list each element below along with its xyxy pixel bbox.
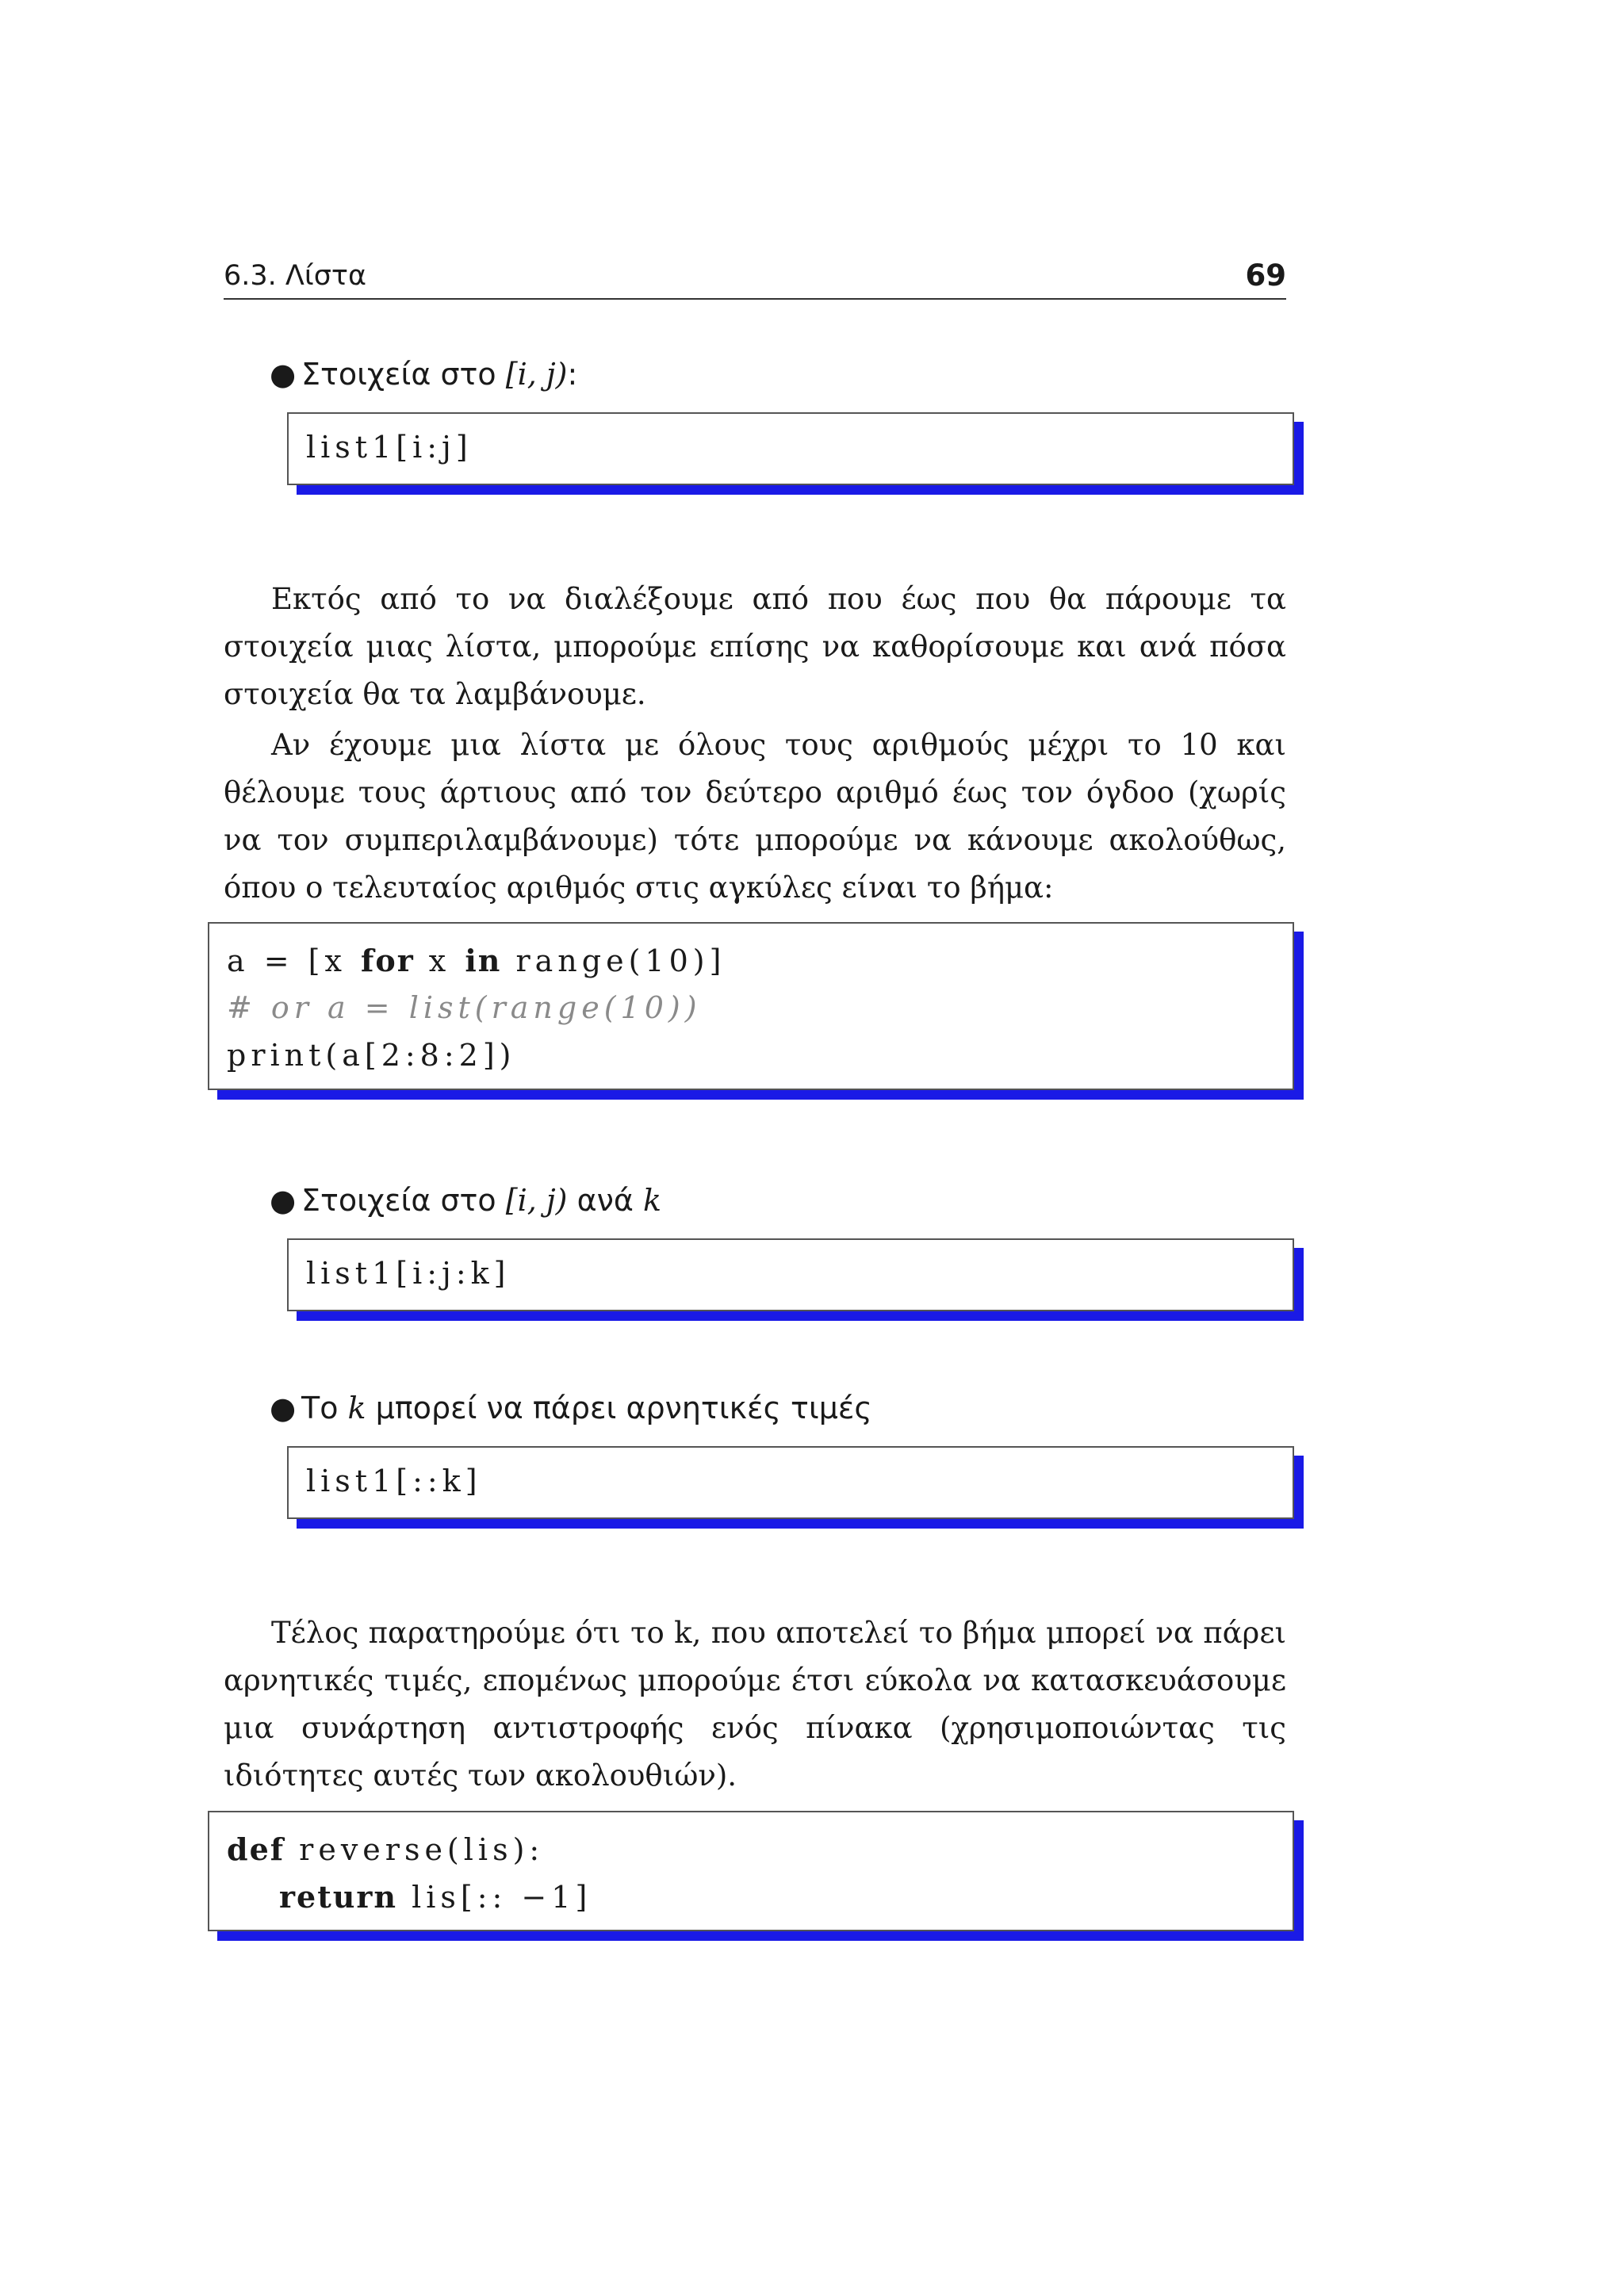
bullet-item bbox=[270, 1183, 661, 1218]
code-line: list1[i:j] bbox=[306, 430, 473, 465]
section-title: 6.3. Λίστα bbox=[224, 260, 367, 292]
bullet-suffix: ανά bbox=[567, 1183, 643, 1218]
keyword-for: for bbox=[361, 943, 415, 978]
keyword-return: return bbox=[279, 1879, 398, 1915]
bullet-text: Στοιχεία στο bbox=[301, 357, 506, 392]
paragraph: Τέλος παρατηρούμε ότι το k, που αποτελεί το βήμα μπορεί να πάρει αρνητικές τιμές, επομένως μπορούμε έτσι εύκολα να κατασκευάσουμε μια συνάρτηση αντιστροφής ενός πίνακα (χρησιμοποιώντας τις ιδιότητες αυτές των ακολουθιών). bbox=[224, 1616, 1286, 1793]
bullet-suffix: : bbox=[567, 357, 578, 392]
code-block bbox=[208, 922, 1294, 1090]
bullet-math: [i, j) bbox=[505, 357, 568, 392]
keyword-in: in bbox=[465, 943, 502, 978]
bullet-math-k: k bbox=[643, 1183, 662, 1218]
bullet-item bbox=[270, 1391, 872, 1425]
code-line: list1[::k] bbox=[306, 1464, 482, 1498]
bullet-item bbox=[270, 357, 577, 392]
bullet-dot: ● bbox=[270, 1183, 297, 1218]
bullet-dot: ● bbox=[270, 357, 297, 392]
code-line: print(a[2:8:2]) bbox=[227, 1038, 516, 1073]
paragraph: Αν έχουμε μια λίστα με όλους τους αριθμούς μέχρι το 10 και θέλουμε τους άρτιους από τον δεύτερο αριθμό έως τον όγδοο (χωρίς να τον συμπεριλαμβάνουμε) τότε μπορούμε να κάνουμε ακολούθως, όπου ο τελευταίος αριθμός στις αγκύλες είναι το βήμα: bbox=[224, 728, 1286, 905]
code-line: a = [x for x in range(10)] bbox=[227, 943, 726, 978]
keyword-def: def bbox=[227, 1831, 285, 1867]
code-block bbox=[208, 1811, 1294, 1931]
bullet-math: [i, j) bbox=[505, 1183, 568, 1218]
code-block bbox=[287, 412, 1294, 485]
code-line: def reverse(lis): bbox=[227, 1831, 545, 1867]
code-line: list1[i:j:k] bbox=[306, 1256, 511, 1291]
code-comment: # or a = list(range(10)) bbox=[227, 990, 702, 1025]
bullet-suffix: μπορεί να πάρει αρνητικές τιμές bbox=[366, 1391, 872, 1425]
code-line: return lis[:: −1] bbox=[279, 1879, 592, 1915]
code-block bbox=[287, 1238, 1294, 1311]
code-block bbox=[287, 1446, 1294, 1519]
page-number: 69 bbox=[1245, 258, 1286, 293]
bullet-dot: ● bbox=[270, 1391, 297, 1425]
bullet-text: Στοιχεία στο bbox=[301, 1183, 506, 1218]
running-header bbox=[224, 254, 1286, 300]
paragraph: Εκτός από το να διαλέξουμε από που έως που θα πάρουμε τα στοιχεία μιας λίστα, μπορούμε επίσης να καθορίσουμε και ανά πόσα στοιχεία θα τα λαμβάνουμε. bbox=[224, 582, 1286, 711]
bullet-math: k bbox=[347, 1391, 366, 1425]
bullet-text: Το bbox=[301, 1391, 348, 1425]
